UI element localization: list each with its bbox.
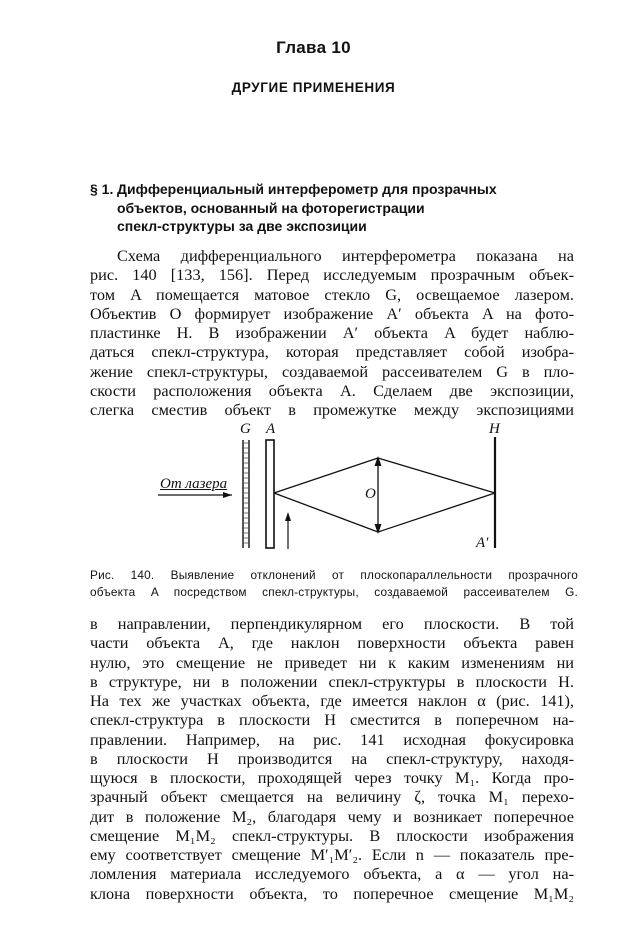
caption-line: объекта A посредством спекл-структуры, создаваемой рассеивателем G. [90,584,578,599]
text-line: щуюся в плоскости, проходящей через точку M₁. Когда про- [90,768,574,787]
section-heading [90,180,550,236]
chapter-subtitle: ДРУГИЕ ПРИМЕНЕНИЯ [231,80,396,95]
label-laser: От лазера [160,476,228,492]
text-line: Схема дифференциального интерферометра показана на [117,246,574,265]
ground-glass-G [243,440,249,548]
displacement-arrow [285,512,291,549]
text-line: ломления материала исследуемого объекта, а α — угол на- [90,864,574,884]
chapter-title: Глава 10 [276,38,351,57]
label-A: A [266,421,276,437]
caption-line: Рис. 140. Выявление отклонений от плоскопараллельности прозрачного [90,568,578,582]
text-line: скости расположения объекта A. Сделаем две экспозиции, [90,380,574,400]
text-line: рис. 140 [133, 156]. Перед исследуемым прозрачным объек- [90,265,574,285]
label-H: H [489,421,500,437]
text-line: спекл-структура в плоскости H сместится в поперечном на- [90,710,574,730]
text-line: клона поверхности объекта, то поперечное смещение M₁M₂ [90,883,574,903]
section-title-line: Дифференциальный интерферометр для прозрачных [117,181,497,197]
text-line: ему соответствует смещение M′₁M′₂. Если n — показатель пре- [90,845,574,864]
text-line: слегка сместив объект в промежутке между экспозициями [90,400,574,419]
ray-diagram [274,458,495,532]
text-line: том A помещается матовое стекло G, освещаемое лазером. [90,284,574,304]
text-line: в направлении, перпендикулярном его плоскости. В той [90,614,574,633]
text-line: зрачный объект смещается на величину ζ, точка M₁ перехо- [90,787,574,807]
text-line: нулю, это смещение не приведет ни к каким изменениям ни [90,652,574,672]
section-title-line: объектов, основанный на фоторегистрации [117,199,425,216]
text-line: На тех же участках объекта, где имеется наклон α (рис. 141), [90,691,574,710]
text-line: Объектив O формирует изображение A′ объекта A на фото- [90,303,574,323]
text-line: смещение M₁M₂ спекл-структуры. В плоскости изображения [90,825,574,845]
section-title-line: спекл-структуры за две экспозиции [117,218,367,234]
text-line: части объекта A, где наклон поверхности объекта равен [90,633,574,653]
label-A-prime: A′ [476,535,489,551]
label-O: O [365,486,376,502]
label-G: G [240,421,251,437]
text-line: в плоскости H производится на спекл-структуру, находя- [90,748,574,768]
figure-140 [140,415,560,565]
section-number: § 1. [90,181,114,197]
object-A [266,440,274,548]
paragraph-2 [90,614,574,903]
text-line: в структуре, ни в положении спекл-структуры в плоскости H. [90,671,574,691]
text-line: правлении. Например, на рис. 141 исходная фокусировка [90,729,574,749]
text-line: жение спекл-структуры, создаваемой рассеивателем G в пло- [90,361,574,381]
text-line: даться спекл-структура, которая представляет собой изобра- [90,342,574,362]
figure-caption [90,567,578,600]
laser-arrow [158,492,232,498]
paragraph-1 [90,246,574,419]
text-line: дит в положение M₂, благодаря чему и возникает поперечное [90,806,574,826]
text-line: пластинке H. В изображении A′ объекта A будет наблю- [90,323,574,342]
